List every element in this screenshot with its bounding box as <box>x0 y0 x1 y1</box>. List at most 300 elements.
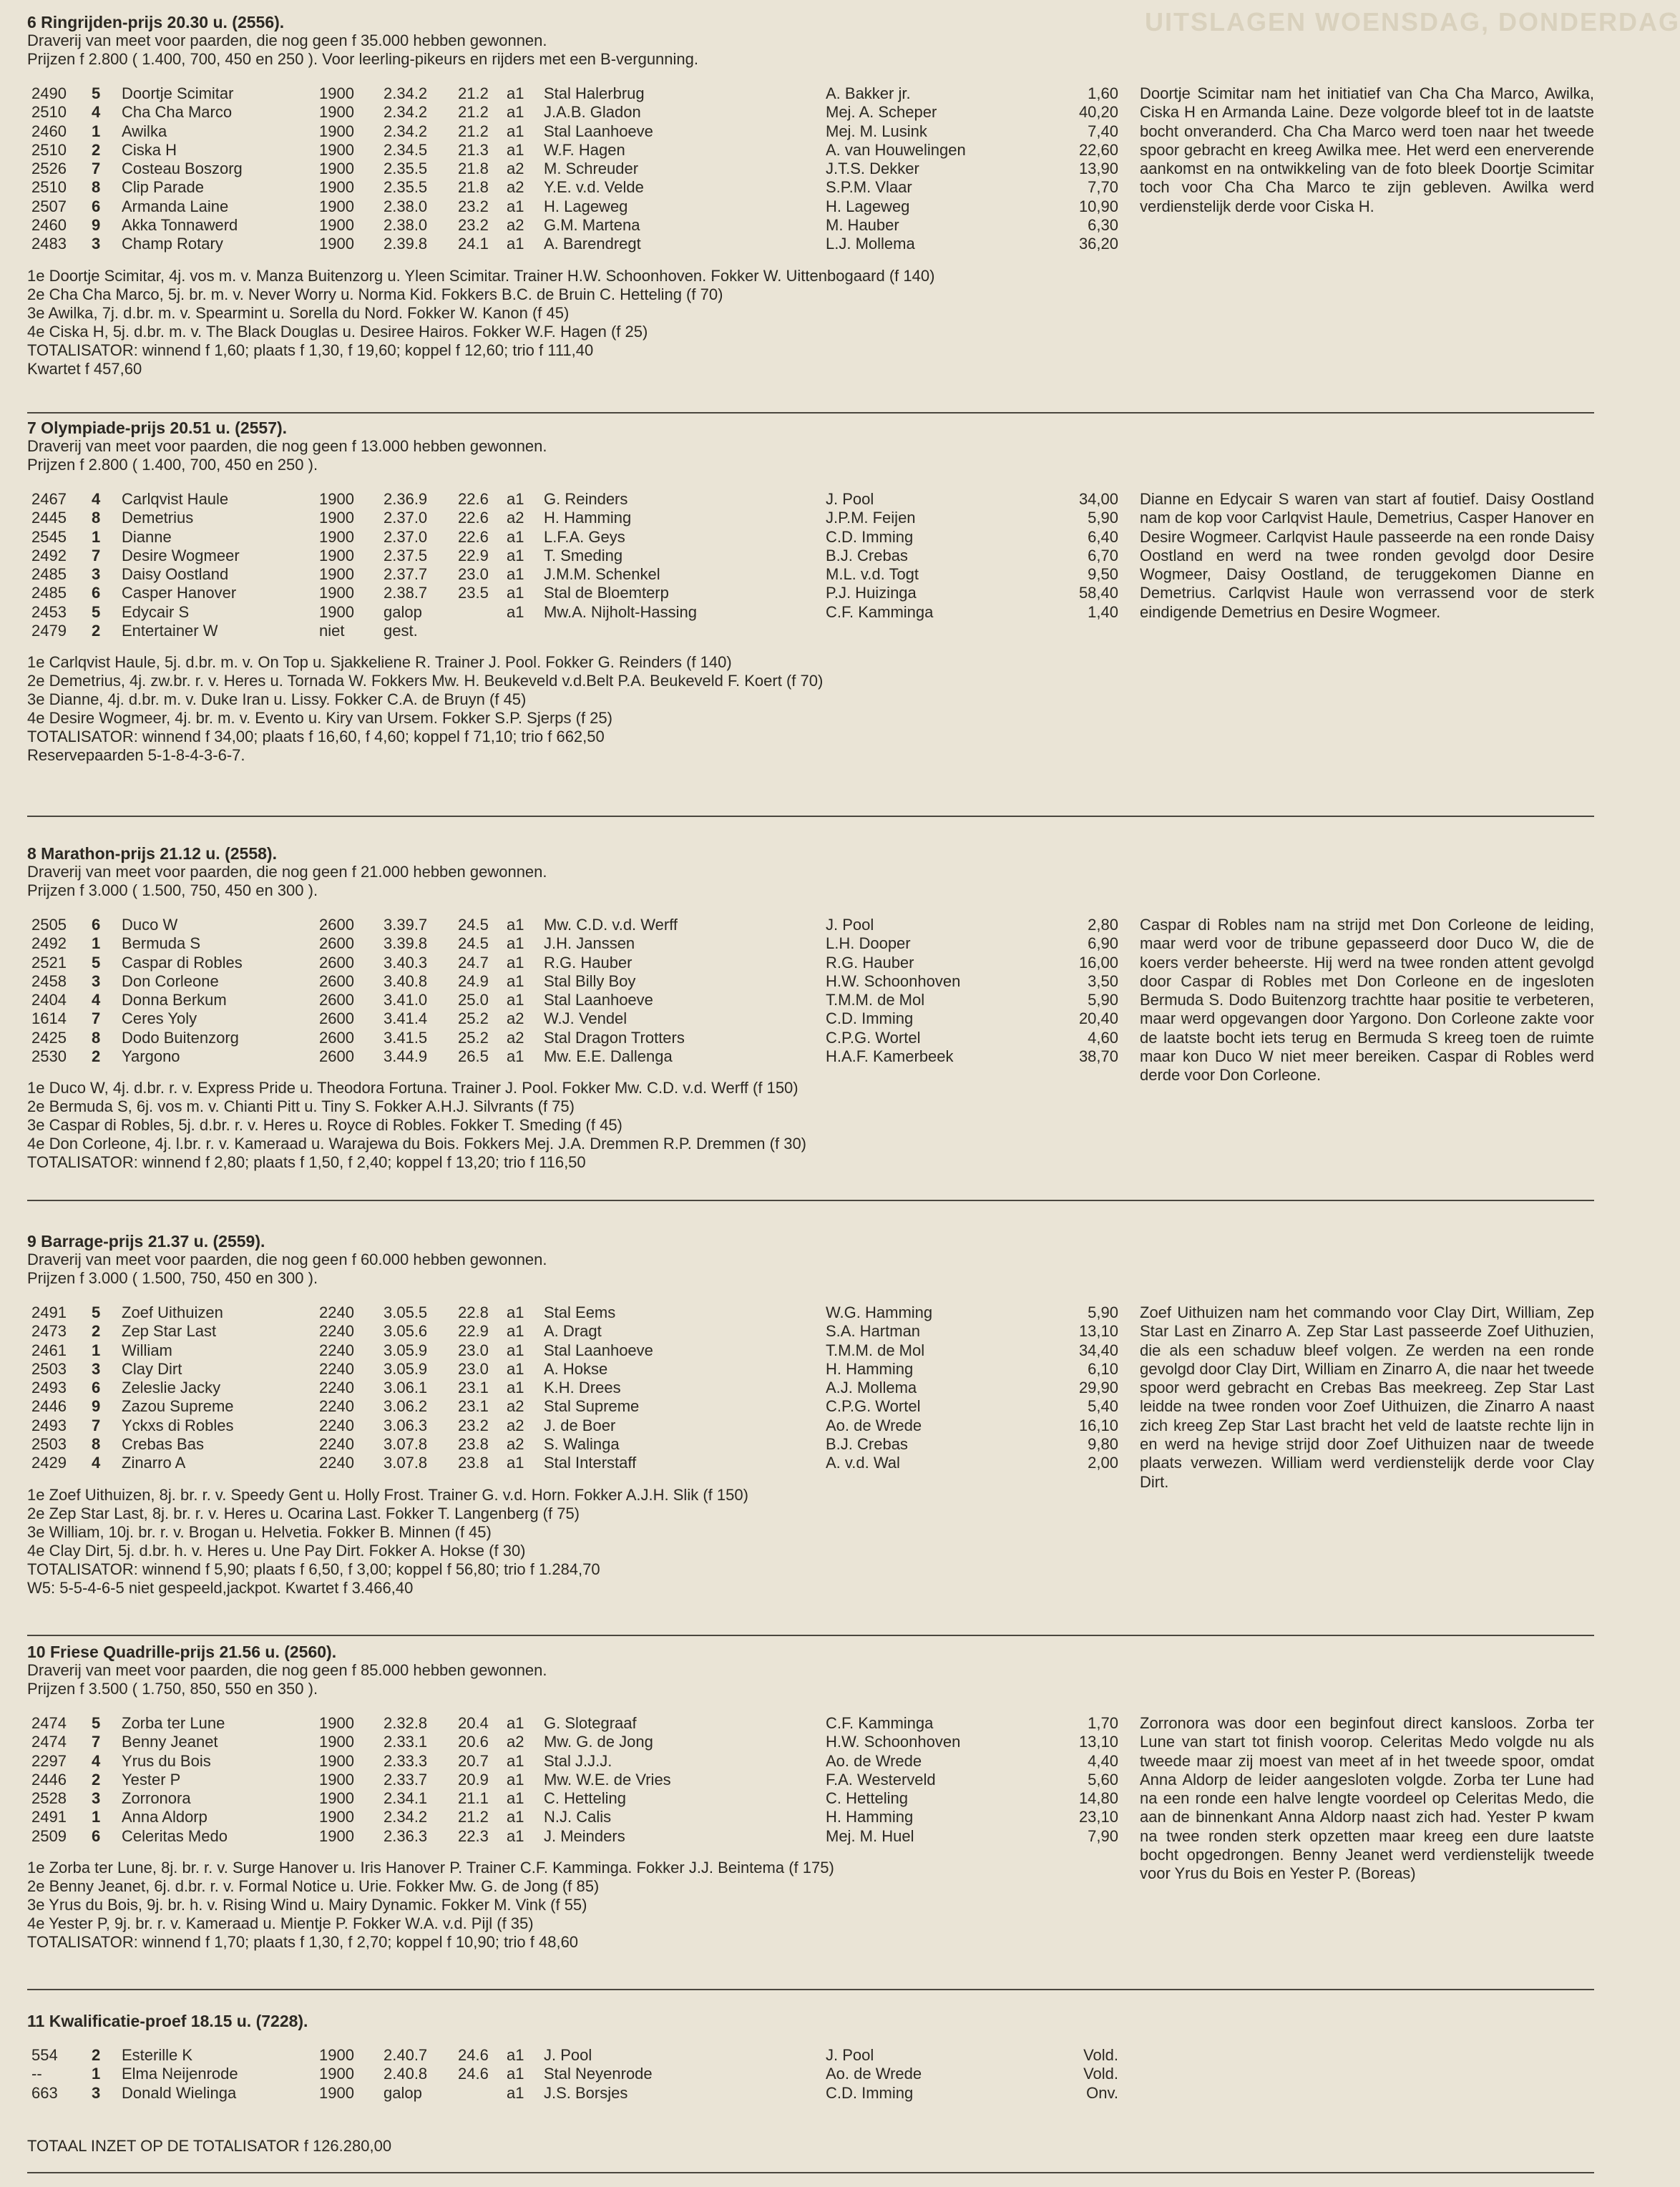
result-track: a1 <box>507 1770 524 1789</box>
result-time: 2.37.0 <box>384 527 428 546</box>
result-owner: K.H. Drees <box>544 1379 621 1397</box>
result-num: 7 <box>92 1733 101 1751</box>
result-track: a1 <box>507 235 524 253</box>
result-odds: 7,90 <box>1088 1826 1118 1845</box>
results-table <box>27 916 1594 1085</box>
result-dist: 1900 <box>319 216 354 235</box>
results-table <box>27 84 1594 254</box>
result-driver: W.G. Hamming <box>826 1303 933 1321</box>
result-num: 2 <box>92 1770 101 1789</box>
result-id: 554 <box>31 2046 58 2064</box>
result-track: a1 <box>507 84 524 102</box>
result-track: a1 <box>507 103 524 122</box>
result-odds: 34,00 <box>1078 490 1118 508</box>
result-id: 2521 <box>31 953 67 972</box>
result-track: a1 <box>507 1359 524 1378</box>
result-km: 21.2 <box>458 103 489 122</box>
result-track: a1 <box>507 1808 524 1826</box>
result-dist: 1900 <box>319 197 354 215</box>
result-driver: T.M.M. de Mol <box>826 991 925 1009</box>
result-dist: 1900 <box>319 1751 354 1770</box>
result-dist: 1900 <box>319 1826 354 1845</box>
result-num: 1 <box>92 122 101 140</box>
bleed-through-heading: UITSLAGEN WOENSDAG, DONDERDAG <box>1145 7 1680 36</box>
result-odds: 7,70 <box>1088 178 1118 197</box>
result-km: 24.5 <box>458 934 489 953</box>
result-horse: Clay Dirt <box>122 1359 182 1378</box>
result-horse: Yrus du Bois <box>122 1751 211 1770</box>
result-id: 663 <box>31 2083 58 2102</box>
result-dist: 1900 <box>319 1808 354 1826</box>
result-km: 20.9 <box>458 1770 489 1789</box>
summary-line: TOTALISATOR: winnend f 2,80; plaats f 1,50, f 2,40; koppel f 13,20; trio f 116,50 <box>27 1153 586 1172</box>
result-time: 3.41.0 <box>384 991 428 1009</box>
section-divider <box>27 412 1594 414</box>
result-track: a2 <box>507 1435 524 1454</box>
result-horse: Bermuda S <box>122 934 201 953</box>
result-horse: Elma Neijenrode <box>122 2065 238 2083</box>
result-km: 23.2 <box>458 197 489 215</box>
result-odds: 10,90 <box>1078 197 1118 215</box>
summary-line: 2e Demetrius, 4j. zw.br. r. v. Heres u. Tornada W. Fokkers Mw. H. Beukeveld v.d.Belt P.A. Beukeveld F. Koert (f 70) <box>27 672 824 690</box>
result-km: 21.1 <box>458 1789 489 1808</box>
result-time: 2.36.9 <box>384 490 428 508</box>
result-km: 23.8 <box>458 1435 489 1454</box>
result-driver: L.H. Dooper <box>826 934 911 953</box>
result-owner: J.M.M. Schenkel <box>544 565 660 584</box>
result-horse: Esterille K <box>122 2046 193 2064</box>
result-owner: M. Schreuder <box>544 160 639 178</box>
summary-line: 1e Carlqvist Haule, 5j. d.br. m. v. On Top u. Sjakkeliene R. Trainer J. Pool. Fokker G. Reinders (f 140) <box>27 653 732 672</box>
race-conditions: Prijzen f 3.000 ( 1.500, 750, 450 en 300 ). <box>27 1269 318 1287</box>
result-id: 2474 <box>31 1714 67 1732</box>
result-owner: A. Dragt <box>544 1322 602 1341</box>
result-km: 23.0 <box>458 1341 489 1359</box>
result-id: 2479 <box>31 622 67 640</box>
result-km: 24.9 <box>458 972 489 990</box>
result-num: 8 <box>92 1028 101 1047</box>
result-id: 2297 <box>31 1751 67 1770</box>
result-id: 2510 <box>31 103 67 122</box>
result-driver: Mej. M. Lusink <box>826 122 927 140</box>
result-odds: Vold. <box>1083 2065 1118 2083</box>
result-km: 24.6 <box>458 2065 489 2083</box>
summary-line: 3e Dianne, 4j. d.br. m. v. Duke Iran u. Lissy. Fokker C.A. de Bruyn (f 45) <box>27 690 527 709</box>
result-track: a1 <box>507 916 524 934</box>
result-odds: 5,60 <box>1088 1770 1118 1789</box>
result-km: 23.8 <box>458 1454 489 1472</box>
race-title: 7 Olympiade-prijs 20.51 u. (2557). <box>27 419 288 437</box>
result-driver: H. Hamming <box>826 1359 914 1378</box>
race-commentary: Caspar di Robles nam na strijd met Don Corleone de leiding, maar werd voor de tribune gepasseerd door Duco W, die de koers verder beheerste. Hij werd na twee ronden attent gevolgd door Caspar di Robles met Don Corleone en de ingesloten Bermuda S. Dodo Buitenzorg trachtte haar positie te verbeteren, maar werd opgevangen door Yargono. Don Corleone zakte voor de laatste bocht iets terug en Bermuda S kreeg toen de ruimte maar kon Duco W niet meer bereiken. Caspar di Robles werd derde voor Don Corleone. <box>1140 916 1594 1085</box>
result-horse: Anna Aldorp <box>122 1808 207 1826</box>
result-km: 23.5 <box>458 584 489 602</box>
result-track: a1 <box>507 1751 524 1770</box>
result-track: a1 <box>507 972 524 990</box>
result-id: 2510 <box>31 178 67 197</box>
result-odds: 5,40 <box>1088 1397 1118 1416</box>
result-driver: C. Hetteling <box>826 1789 908 1808</box>
result-km: 23.2 <box>458 1416 489 1434</box>
summary-line: Kwartet f 457,60 <box>27 359 142 378</box>
result-track: a2 <box>507 1028 524 1047</box>
result-id: 2545 <box>31 527 67 546</box>
result-track: a2 <box>507 160 524 178</box>
result-num: 6 <box>92 584 101 602</box>
race-title: 11 Kwalificatie-proef 18.15 u. (7228). <box>27 2012 308 2030</box>
result-dist: 1900 <box>319 2065 354 2083</box>
result-time: 2.37.7 <box>384 565 428 584</box>
result-num: 3 <box>92 2083 101 2102</box>
result-id: 2528 <box>31 1789 67 1808</box>
result-km: 22.3 <box>458 1826 489 1845</box>
result-dist: 2240 <box>319 1341 354 1359</box>
result-dist: 2600 <box>319 1009 354 1028</box>
result-odds: 2,00 <box>1088 1454 1118 1472</box>
result-driver: Mej. M. Huel <box>826 1826 914 1845</box>
result-horse: Doortje Scimitar <box>122 84 234 102</box>
result-time: 3.05.9 <box>384 1359 428 1378</box>
result-dist: 2240 <box>319 1435 354 1454</box>
result-owner: G.M. Martena <box>544 216 640 235</box>
result-dist: 1900 <box>319 527 354 546</box>
summary-line: Reservepaarden 5-1-8-4-3-6-7. <box>27 746 245 765</box>
race-commentary: Dianne en Edycair S waren van start af foutief. Daisy Oostland nam de kop voor Carlqvist Haule, Demetrius, Casper Hanover en Desire Wogmeer. Carlqvist Haule passeerde na een ronde Daisy Oostland en werd na twee ronden gevolgd door Desire Wogmeer, Daisy Oostland, de teruggekomen Dianne en Demetrius. Carlqvist Haule won verrassend voor de sterk eindigende Demetrius en Desire Wogmeer. <box>1140 490 1594 621</box>
result-horse: Ciska H <box>122 140 177 159</box>
result-id: 2503 <box>31 1359 67 1378</box>
result-num: 1 <box>92 934 101 953</box>
result-time: 2.33.3 <box>384 1751 428 1770</box>
result-odds: 38,70 <box>1078 1047 1118 1066</box>
result-km: 20.4 <box>458 1714 489 1732</box>
result-row <box>27 216 1594 235</box>
result-num: 1 <box>92 1341 101 1359</box>
result-driver: M.L. v.d. Togt <box>826 565 919 584</box>
result-dist: 2600 <box>319 934 354 953</box>
result-owner: J. Meinders <box>544 1826 625 1845</box>
result-track: a1 <box>507 2083 524 2102</box>
result-dist: 1900 <box>319 509 354 527</box>
result-owner: S. Walinga <box>544 1435 620 1454</box>
result-driver: T.M.M. de Mol <box>826 1341 925 1359</box>
result-driver: J.T.S. Dekker <box>826 160 919 178</box>
race-conditions: Draverij van meet voor paarden, die nog geen f 35.000 hebben gewonnen. <box>27 31 547 49</box>
summary-line: 1e Doortje Scimitar, 4j. vos m. v. Manza Buitenzorg u. Yleen Scimitar. Trainer H.W. Schoonhoven. Fokker W. Uittenbogaard (f 140) <box>27 266 935 285</box>
result-track: a2 <box>507 1733 524 1751</box>
race-summary <box>27 1079 1594 1172</box>
result-driver: A. van Houwelingen <box>826 140 966 159</box>
result-time: 2.34.1 <box>384 1789 428 1808</box>
race-section <box>27 1643 1594 1952</box>
section-divider <box>27 1635 1594 1636</box>
summary-line: 2e Bermuda S, 6j. vos m. v. Chianti Pitt u. Tiny S. Fokker A.H.J. Silvrants (f 75) <box>27 1097 575 1116</box>
result-odds: 6,10 <box>1088 1359 1118 1378</box>
result-dist: 1900 <box>319 584 354 602</box>
race-summary <box>27 267 1594 378</box>
summary-line: TOTALISATOR: winnend f 34,00; plaats f 16,60, f 4,60; koppel f 71,10; trio f 662,50 <box>27 728 605 746</box>
result-horse: Zoef Uithuizen <box>122 1303 223 1321</box>
result-driver: R.G. Hauber <box>826 953 914 972</box>
result-odds: 16,00 <box>1078 953 1118 972</box>
result-dist: 1900 <box>319 140 354 159</box>
result-num: 5 <box>92 602 101 621</box>
result-num: 7 <box>92 1009 101 1028</box>
result-odds: 2,80 <box>1088 916 1118 934</box>
results-table <box>27 490 1594 640</box>
result-odds: 22,60 <box>1078 140 1118 159</box>
result-km: 22.8 <box>458 1303 489 1321</box>
race-title: 10 Friese Quadrille-prijs 21.56 u. (2560). <box>27 1643 337 1661</box>
result-driver: H.W. Schoonhoven <box>826 1733 961 1751</box>
section-divider <box>27 816 1594 817</box>
result-id: 2461 <box>31 1341 67 1359</box>
result-driver: J. Pool <box>826 2046 874 2064</box>
result-horse: Yester P <box>122 1770 181 1789</box>
result-id: 2429 <box>31 1454 67 1472</box>
result-odds: 29,90 <box>1078 1379 1118 1397</box>
result-odds: 34,40 <box>1078 1341 1118 1359</box>
result-horse: Costeau Boszorg <box>122 160 243 178</box>
result-dist: 2240 <box>319 1397 354 1416</box>
result-owner: Mw. W.E. de Vries <box>544 1770 671 1789</box>
result-owner: Stal J.J.J. <box>544 1751 612 1770</box>
result-id: -- <box>31 2065 42 2083</box>
summary-line: 1e Zoef Uithuizen, 8j. br. r. v. Speedy Gent u. Holly Frost. Trainer G. v.d. Horn. Fokker A.J.H. Slik (f 150) <box>27 1485 748 1504</box>
result-horse: Donna Berkum <box>122 991 227 1009</box>
result-num: 1 <box>92 527 101 546</box>
result-time: 3.40.8 <box>384 972 428 990</box>
result-num: 7 <box>92 546 101 564</box>
result-time: 2.38.0 <box>384 216 428 235</box>
result-num: 4 <box>92 490 101 508</box>
result-time: 3.39.8 <box>384 934 428 953</box>
result-driver: A. v.d. Wal <box>826 1454 900 1472</box>
result-driver: B.J. Crebas <box>826 546 908 564</box>
result-odds: 20,40 <box>1078 1009 1118 1028</box>
result-horse: Yargono <box>122 1047 180 1066</box>
race-summary <box>27 2137 1594 2156</box>
result-id: 2507 <box>31 197 67 215</box>
result-driver: P.J. Huizinga <box>826 584 917 602</box>
result-driver: Ao. de Wrede <box>826 1416 922 1434</box>
result-km: 20.6 <box>458 1733 489 1751</box>
summary-line: 4e Ciska H, 5j. d.br. m. v. The Black Douglas u. Desiree Hairos. Fokker W.F. Hagen (f 25) <box>27 322 648 341</box>
section-divider <box>27 2172 1594 2173</box>
result-dist: 2240 <box>319 1359 354 1378</box>
result-track: a1 <box>507 527 524 546</box>
result-time: 3.40.3 <box>384 953 428 972</box>
result-km: 25.2 <box>458 1028 489 1047</box>
result-horse: Daisy Oostland <box>122 565 229 584</box>
result-horse: Cha Cha Marco <box>122 103 233 122</box>
result-track: a1 <box>507 565 524 584</box>
race-section <box>27 419 1594 765</box>
result-num: 4 <box>92 991 101 1009</box>
result-horse: Duco W <box>122 916 178 934</box>
result-km: 21.2 <box>458 84 489 102</box>
race-section <box>27 13 1594 378</box>
result-horse: Benny Jeanet <box>122 1733 218 1751</box>
result-driver: H.W. Schoonhoven <box>826 972 961 990</box>
summary-line: 4e Clay Dirt, 5j. d.br. h. v. Heres u. Une Pay Dirt. Fokker A. Hokse (f 30) <box>27 1541 526 1560</box>
result-km: 23.2 <box>458 216 489 235</box>
summary-line: 3e Awilka, 7j. d.br. m. v. Spearmint u. Sorella du Nord. Fokker W. Kanon (f 45) <box>27 303 570 322</box>
result-horse: Champ Rotary <box>122 235 223 253</box>
result-dist: 1900 <box>319 178 354 197</box>
summary-line: 4e Don Corleone, 4j. l.br. r. v. Kameraad u. Warajewa du Bois. Fokkers Mej. J.A. Dremmen R.P. Dremmen (f 30) <box>27 1135 806 1153</box>
result-driver: C.D. Imming <box>826 2083 914 2102</box>
result-owner: J. de Boer <box>544 1416 616 1434</box>
result-num: 3 <box>92 1789 101 1808</box>
race-conditions: Draverij van meet voor paarden, die nog geen f 13.000 hebben gewonnen. <box>27 437 547 455</box>
result-num: 9 <box>92 216 101 235</box>
result-driver: H. Hamming <box>826 1808 914 1826</box>
race-conditions: Draverij van meet voor paarden, die nog geen f 21.000 hebben gewonnen. <box>27 863 547 881</box>
result-num: 3 <box>92 565 101 584</box>
result-owner: Mw.A. Nijholt-Hassing <box>544 602 697 621</box>
result-dist: 2240 <box>319 1379 354 1397</box>
result-track: a1 <box>507 490 524 508</box>
result-time: galop <box>384 602 422 621</box>
result-driver: F.A. Westerveld <box>826 1770 936 1789</box>
result-time: 2.35.5 <box>384 160 428 178</box>
race-conditions: Prijzen f 3.000 ( 1.500, 750, 450 en 300 ). <box>27 881 318 899</box>
result-time: 3.06.2 <box>384 1397 428 1416</box>
result-odds: 1,70 <box>1088 1714 1118 1732</box>
result-dist: 1900 <box>319 565 354 584</box>
race-summary <box>27 653 1594 765</box>
result-horse: Yckxs di Robles <box>122 1416 234 1434</box>
result-time: 2.34.2 <box>384 84 428 102</box>
summary-line: 4e Yester P, 9j. br. r. v. Kameraad u. Mientje P. Fokker W.A. v.d. Pijl (f 35) <box>27 1914 534 1933</box>
result-horse: Entertainer W <box>122 622 218 640</box>
result-id: 2530 <box>31 1047 67 1066</box>
result-owner: Stal Halerbrug <box>544 84 645 102</box>
result-id: 2493 <box>31 1379 67 1397</box>
result-num: 5 <box>92 84 101 102</box>
result-dist: 1900 <box>319 84 354 102</box>
result-dist: 2600 <box>319 916 354 934</box>
result-owner: Mw. G. de Jong <box>544 1733 653 1751</box>
result-track: a1 <box>507 602 524 621</box>
race-section <box>27 1232 1594 1598</box>
result-track: a2 <box>507 1397 524 1416</box>
result-owner: A. Hokse <box>544 1359 608 1378</box>
result-horse: Zep Star Last <box>122 1322 217 1341</box>
summary-line: 3e Yrus du Bois, 9j. br. h. v. Rising Wind u. Mairy Dynamic. Fokker M. Vink (f 55) <box>27 1896 587 1914</box>
result-owner: Stal Laanhoeve <box>544 1341 653 1359</box>
result-driver: A. Bakker jr. <box>826 84 911 102</box>
result-km: 24.5 <box>458 916 489 934</box>
summary-line: TOTALISATOR: winnend f 1,70; plaats f 1,30, f 2,70; koppel f 10,90; trio f 48,60 <box>27 1933 579 1952</box>
result-dist: 1900 <box>319 2083 354 2102</box>
result-km: 21.8 <box>458 160 489 178</box>
result-horse: Celeritas Medo <box>122 1826 228 1845</box>
result-owner: H. Lageweg <box>544 197 628 215</box>
result-id: 2404 <box>31 991 67 1009</box>
results-table <box>27 1303 1594 1491</box>
result-odds: 9,80 <box>1088 1435 1118 1454</box>
result-odds: 5,90 <box>1088 509 1118 527</box>
result-km: 23.1 <box>458 1397 489 1416</box>
result-id: 1614 <box>31 1009 67 1028</box>
result-track: a1 <box>507 1379 524 1397</box>
result-time: 2.34.2 <box>384 103 428 122</box>
result-dist: 1900 <box>319 546 354 564</box>
result-odds: 6,40 <box>1088 527 1118 546</box>
result-row <box>27 2046 1594 2065</box>
result-track: a1 <box>507 584 524 602</box>
result-time: 3.41.5 <box>384 1028 428 1047</box>
result-dist: 1900 <box>319 160 354 178</box>
result-time: 2.39.8 <box>384 235 428 253</box>
summary-line: 3e William, 10j. br. r. v. Brogan u. Helvetia. Fokker B. Minnen (f 45) <box>27 1522 492 1541</box>
result-km: 24.7 <box>458 953 489 972</box>
race-conditions: Draverij van meet voor paarden, die nog geen f 60.000 hebben gewonnen. <box>27 1251 547 1268</box>
result-time: 3.41.4 <box>384 1009 428 1028</box>
result-dist: 1900 <box>319 122 354 140</box>
result-driver: C.P.G. Wortel <box>826 1397 921 1416</box>
result-horse: Zeleslie Jacky <box>122 1379 221 1397</box>
result-driver: Ao. de Wrede <box>826 1751 922 1770</box>
result-odds: 14,80 <box>1078 1789 1118 1808</box>
result-dist: 2600 <box>319 1028 354 1047</box>
result-owner: W.F. Hagen <box>544 140 625 159</box>
result-driver: J. Pool <box>826 490 874 508</box>
result-owner: Mw. E.E. Dallenga <box>544 1047 673 1066</box>
result-driver: C.P.G. Wortel <box>826 1028 921 1047</box>
result-track: a1 <box>507 991 524 1009</box>
result-track: a1 <box>507 1826 524 1845</box>
race-conditions: Prijzen f 3.500 ( 1.750, 850, 550 en 350 ). <box>27 1680 318 1698</box>
result-km: 23.0 <box>458 565 489 584</box>
result-odds: 3,50 <box>1088 972 1118 990</box>
result-num: 8 <box>92 178 101 197</box>
result-num: 6 <box>92 197 101 215</box>
result-track: a1 <box>507 1789 524 1808</box>
result-driver: H.A.F. Kamerbeek <box>826 1047 954 1066</box>
result-odds: 13,90 <box>1078 160 1118 178</box>
result-id: 2492 <box>31 546 67 564</box>
result-horse: Zazou Supreme <box>122 1397 234 1416</box>
result-owner: G. Slotegraaf <box>544 1714 637 1732</box>
race-commentary: Zorronora was door een beginfout direct kansloos. Zorba ter Lune van start tot finish voorop. Celeritas Medo volgde nu als tweede maar zij moest van meet af in het tweede spoor, omdat Anna Aldorp de leider aangesloten volgde. Zorba ter Lune had na een ronde een halve lengte voordeel op Celeritas Medo, die aan de binnenkant Anna Aldorp naast zich had. Yester P kwam na twee ronden sterk opzetten maar kreeg een dure laatste bocht opgedrongen. Benny Jeanet werd verdienstelijk tweede voor Yrus du Bois en Yester P. (Boreas) <box>1140 1714 1594 1883</box>
summary-line: 2e Zep Star Last, 8j. br. r. v. Heres u. Ocarina Last. Fokker T. Langenberg (f 75) <box>27 1504 580 1522</box>
result-odds: 1,40 <box>1088 602 1118 621</box>
race-summary <box>27 1486 1594 1598</box>
result-time: 2.40.8 <box>384 2065 428 2083</box>
result-num: 3 <box>92 1359 101 1378</box>
result-num: 1 <box>92 2065 101 2083</box>
result-owner: L.F.A. Geys <box>544 527 625 546</box>
result-row <box>27 2084 1594 2103</box>
result-dist: 1900 <box>319 1770 354 1789</box>
result-id: 2425 <box>31 1028 67 1047</box>
result-km: 21.8 <box>458 178 489 197</box>
result-horse: Carlqvist Haule <box>122 490 229 508</box>
result-track: a2 <box>507 1416 524 1434</box>
result-id: 2453 <box>31 602 67 621</box>
result-id: 2485 <box>31 565 67 584</box>
result-driver: J.P.M. Feijen <box>826 509 916 527</box>
result-driver: C.D. Imming <box>826 1009 914 1028</box>
result-time: 2.32.8 <box>384 1714 428 1732</box>
result-num: 8 <box>92 1435 101 1454</box>
result-id: 2460 <box>31 122 67 140</box>
result-owner: Stal Laanhoeve <box>544 122 653 140</box>
result-owner: Y.E. v.d. Velde <box>544 178 644 197</box>
result-km: 25.0 <box>458 991 489 1009</box>
